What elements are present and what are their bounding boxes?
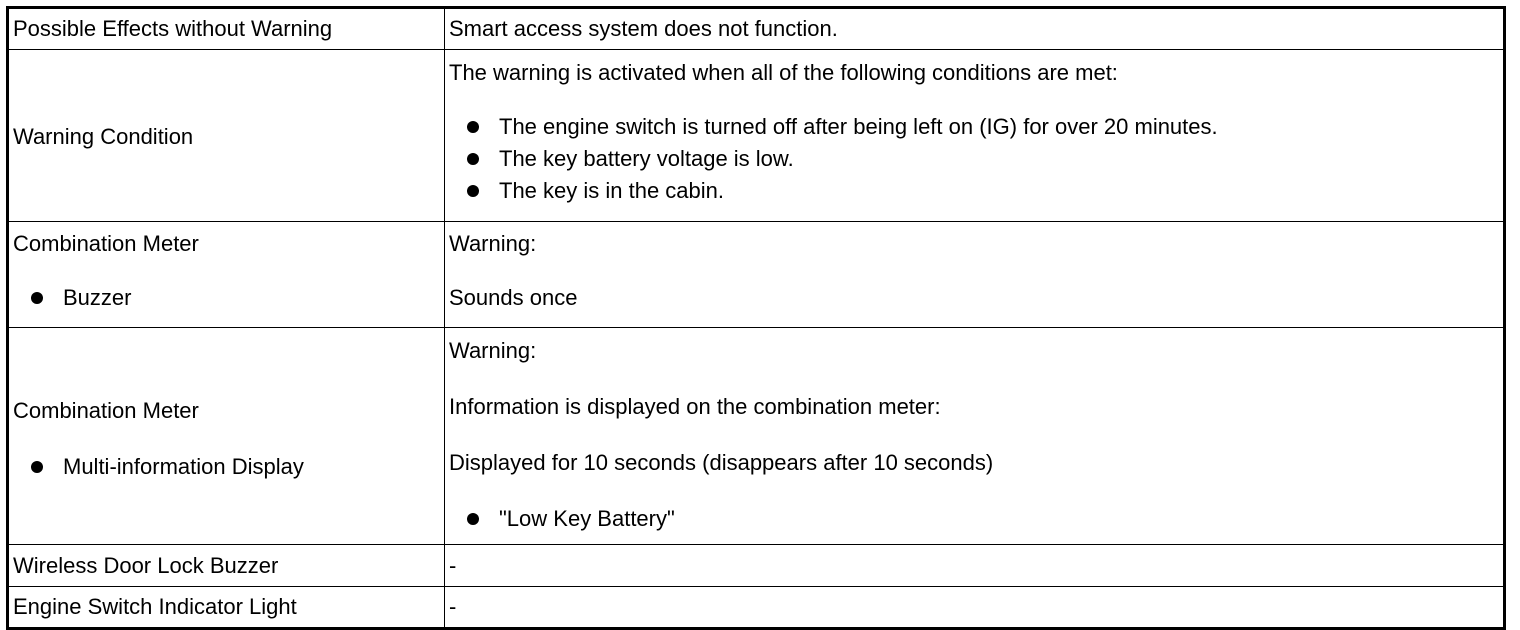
warning-spec-table xyxy=(6,6,1506,630)
display-warning-label: Warning: xyxy=(449,338,537,363)
display-duration-line: Displayed for 10 seconds (disappears after 10 seconds) xyxy=(449,450,994,475)
warning-condition-item: The key is in the cabin. xyxy=(449,178,1497,204)
combination-meter-sub-list xyxy=(13,285,438,311)
display-message-item: "Low Key Battery" xyxy=(449,506,1497,532)
row-label-combination-meter-buzzer xyxy=(8,222,445,328)
table-row-wireless-door-lock-buzzer xyxy=(8,545,1505,587)
display-info-line: Information is displayed on the combination meter: xyxy=(449,394,941,419)
warning-condition-list xyxy=(449,114,1497,204)
buzzer-sub-label: Buzzer xyxy=(13,285,438,311)
multi-information-display-sub-label: Multi-information Display xyxy=(13,454,438,480)
row-label-engine-switch-indicator: Engine Switch Indicator Light xyxy=(8,587,445,629)
table-row-combination-meter-display xyxy=(8,328,1505,545)
table-row-combination-meter-buzzer xyxy=(8,222,1505,328)
combination-meter-label: Combination Meter xyxy=(13,231,199,256)
row-value-combination-meter-display xyxy=(445,328,1505,545)
combination-meter-sub-list xyxy=(13,454,438,480)
row-label-possible-effects: Possible Effects without Warning xyxy=(8,8,445,50)
row-label-warning-condition: Warning Condition xyxy=(8,50,445,222)
buzzer-warning-value: Sounds once xyxy=(449,285,578,310)
row-value-possible-effects: Smart access system does not function. xyxy=(445,8,1505,50)
warning-condition-item: The engine switch is turned off after being left on (IG) for over 20 minutes. xyxy=(449,114,1497,140)
row-value-engine-switch-indicator: - xyxy=(445,587,1505,629)
display-message-list xyxy=(449,506,1497,532)
warning-condition-item: The key battery voltage is low. xyxy=(449,146,1497,172)
row-label-combination-meter-display xyxy=(8,328,445,545)
row-label-wireless-door-lock-buzzer: Wireless Door Lock Buzzer xyxy=(8,545,445,587)
combination-meter-label: Combination Meter xyxy=(13,398,199,423)
row-value-warning-condition xyxy=(445,50,1505,222)
row-value-wireless-door-lock-buzzer: - xyxy=(445,545,1505,587)
buzzer-warning-label: Warning: xyxy=(449,231,537,256)
row-value-combination-meter-buzzer xyxy=(445,222,1505,328)
warning-condition-intro: The warning is activated when all of the following conditions are met: xyxy=(449,60,1118,85)
table-row-possible-effects xyxy=(8,8,1505,50)
table-row-warning-condition xyxy=(8,50,1505,222)
